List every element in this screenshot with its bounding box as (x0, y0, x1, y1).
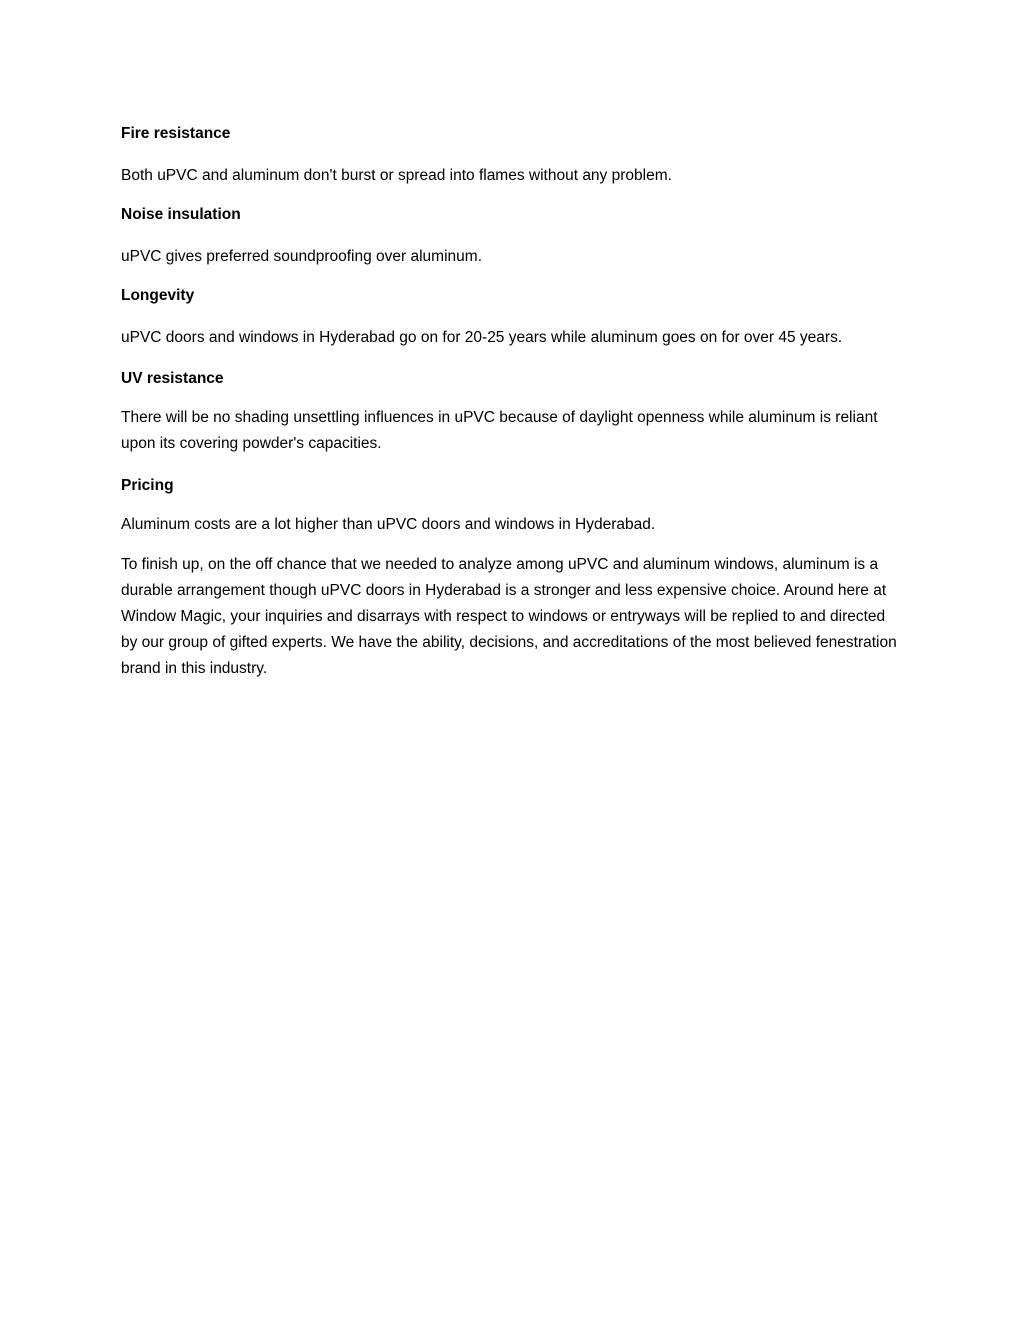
heading-uv-resistance: UV resistance (121, 370, 224, 387)
heading-longevity: Longevity (121, 287, 195, 304)
heading-pricing: Pricing (121, 477, 174, 494)
heading-fire-resistance: Fire resistance (121, 125, 231, 142)
heading-noise-insulation: Noise insulation (121, 206, 241, 223)
paragraph-conclusion: To finish up, on the off chance that we needed to analyze among uPVC and aluminum windows, aluminum is a durable arrangement though uPVC doors in Hyderabad is a stronger and less expensive choice. Around here at Window Magic, your inquiries and disarrays with respect to windows or entryways will be replied to and directed by our group of gifted experts. We have the ability, decisions, and accreditations of the most believed fenestration brand in this industry. (121, 556, 897, 677)
document-page (121, 124, 901, 682)
paragraph-fire-resistance: Both uPVC and aluminum don't burst or spread into flames without any problem. (121, 167, 672, 184)
paragraph-noise-insulation: uPVC gives preferred soundproofing over aluminum. (121, 248, 482, 265)
paragraph-uv-resistance: There will be no shading unsettling influences in uPVC because of daylight openness while aluminum is reliant upon its covering powder's capacities. (121, 409, 878, 452)
paragraph-longevity: uPVC doors and windows in Hyderabad go on for 20-25 years while aluminum goes on for over 45 years. (121, 329, 843, 346)
paragraph-pricing: Aluminum costs are a lot higher than uPVC doors and windows in Hyderabad. (121, 516, 656, 533)
